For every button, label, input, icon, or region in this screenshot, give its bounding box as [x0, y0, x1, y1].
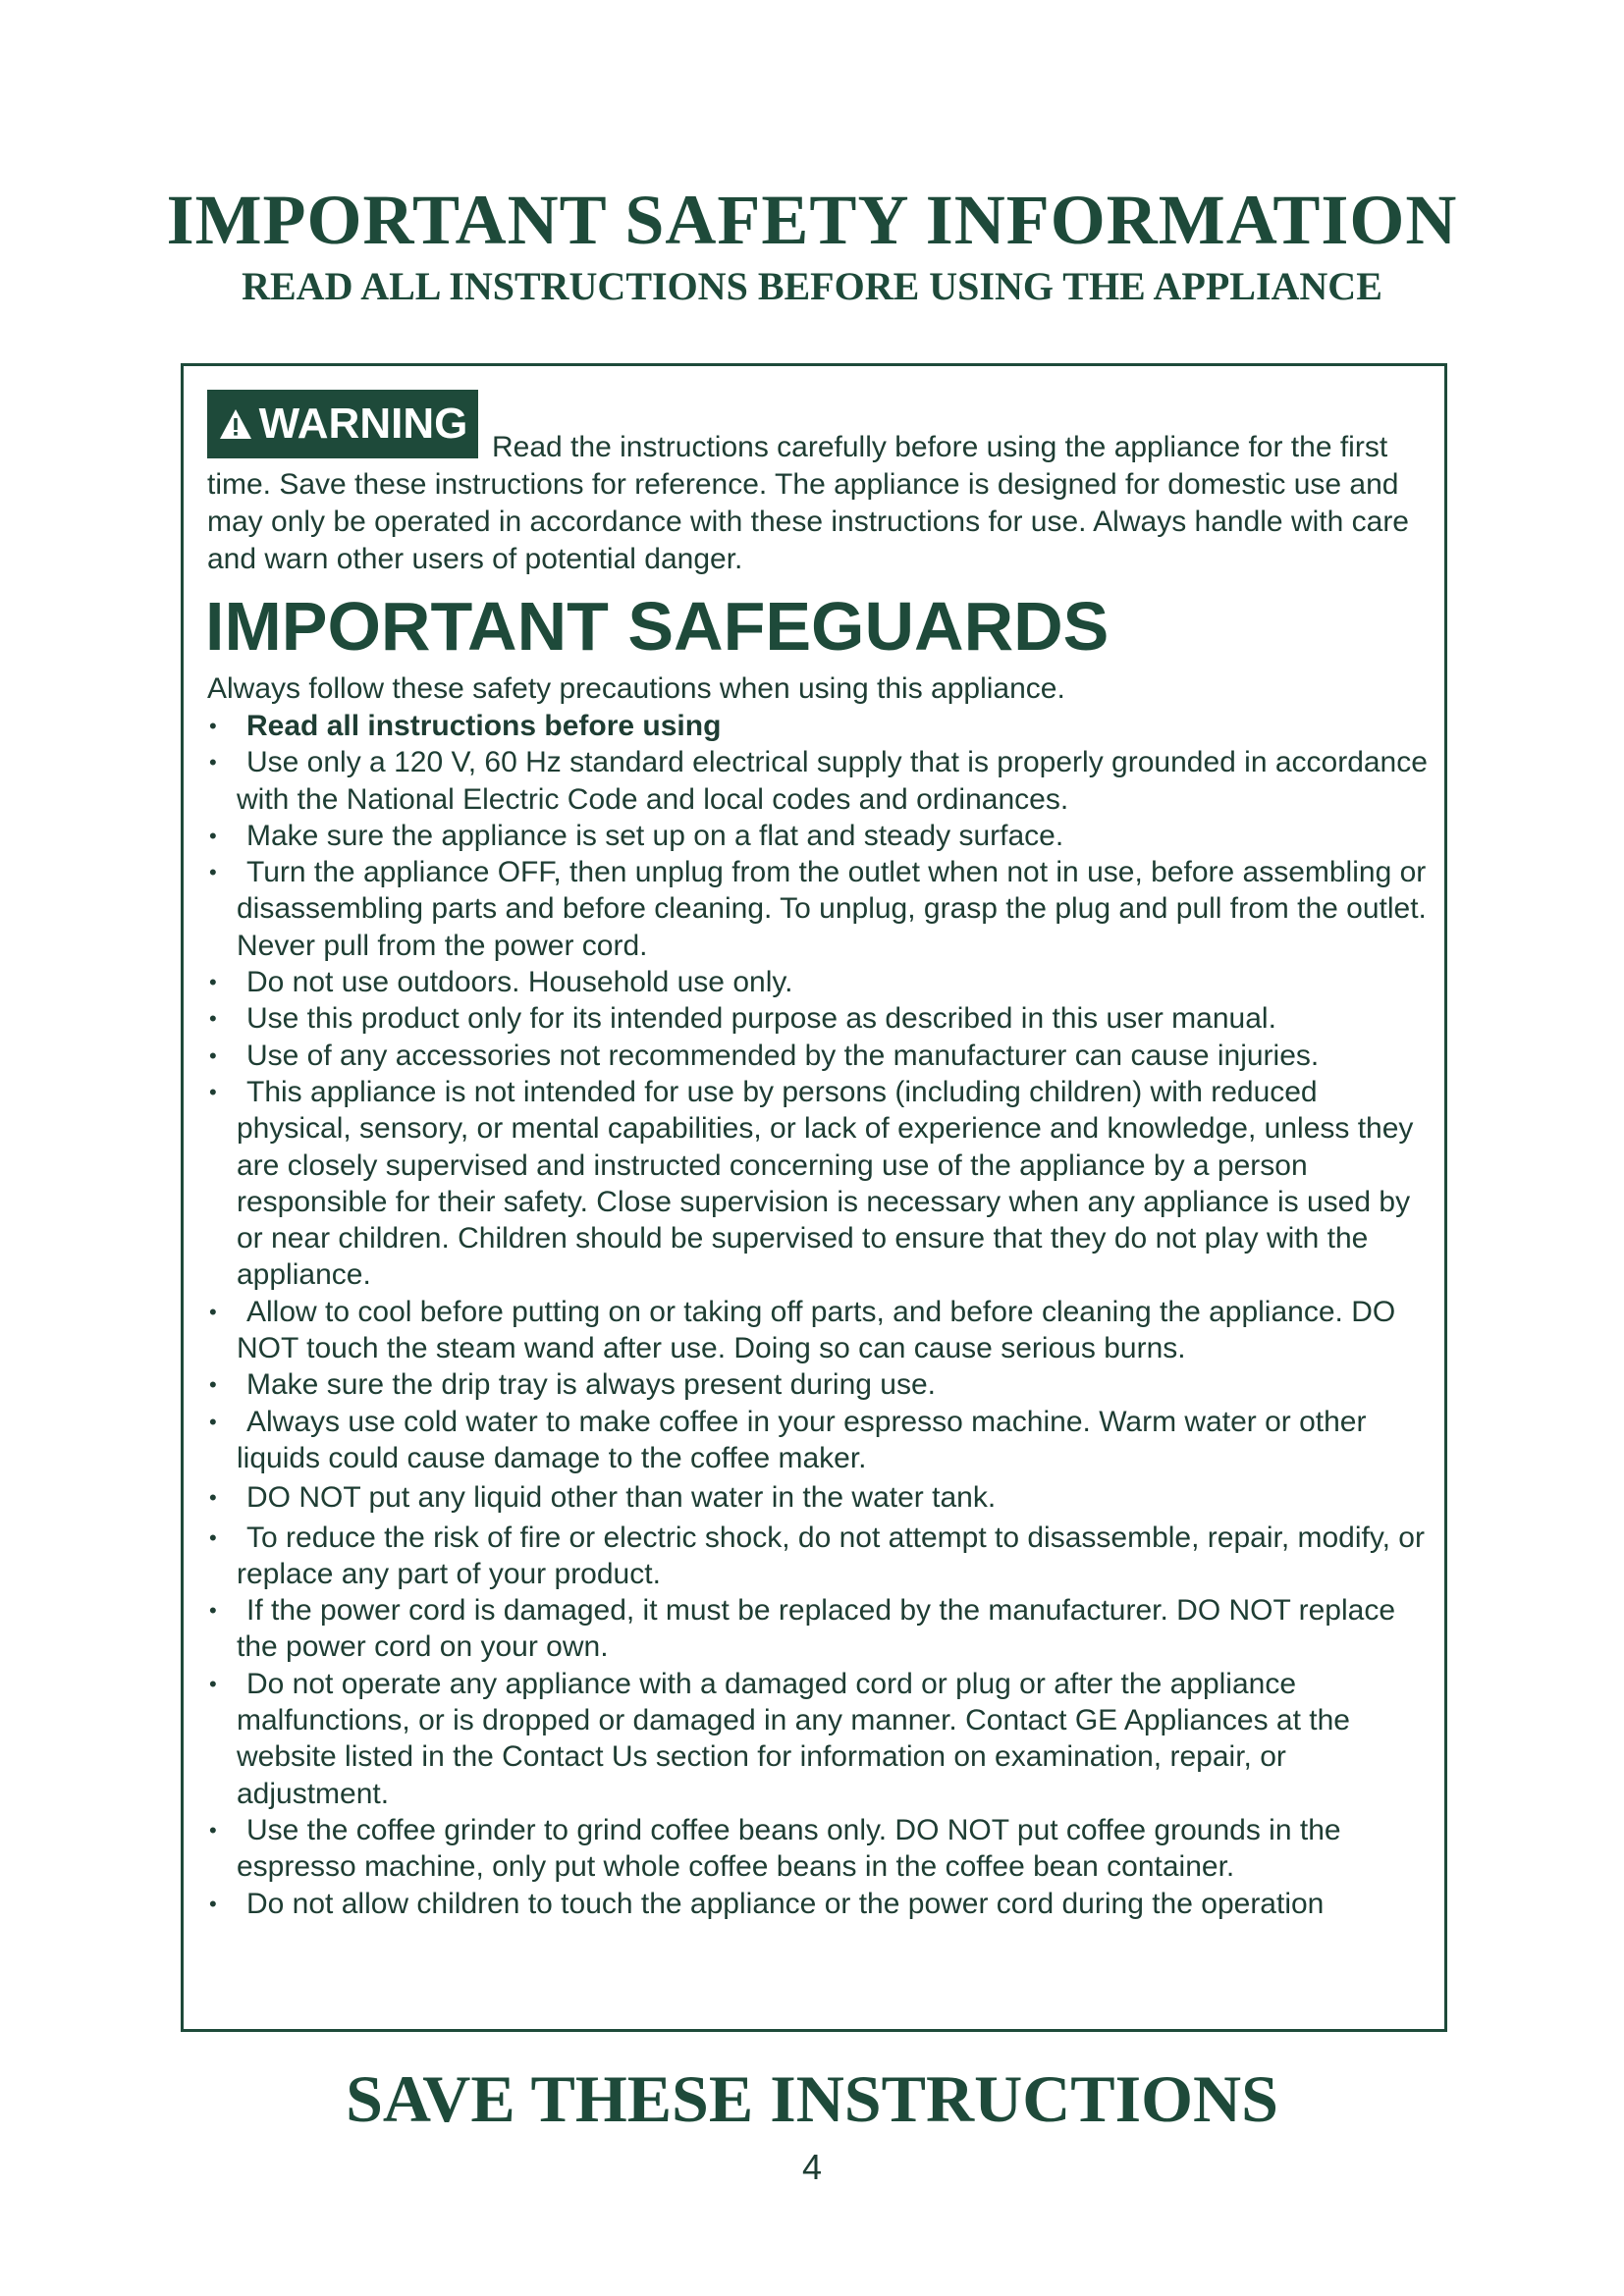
warning-label: WARNING	[258, 400, 468, 448]
list-item: • DO NOT put any liquid other than water in the water tank.	[209, 1481, 997, 1515]
safeguards-title: IMPORTANT SAFEGUARDS	[205, 588, 1110, 665]
safety-box	[181, 363, 1447, 2032]
list-item: • Use this product only for its intended purpose as described in this user manual.	[209, 1002, 1276, 1036]
list-item: • Allow to cool before putting on or taking off parts, and before cleaning the appliance. DO NOT touch the steam wand after use. Doing so can cause serious burns.	[209, 1295, 1396, 1365]
warning-text: Read the instructions carefully before using the appliance for the first time. Save these instructions for reference. The appliance is designed for domestic use and may only be operated in accordance with these instructions for use. Always handle with care and warn other users of potential danger.	[207, 431, 1409, 575]
safeguards-intro: Always follow these safety precautions when using this appliance.	[207, 672, 1065, 705]
list-item: • Read all instructions before using	[209, 710, 722, 742]
list-item: • Use the coffee grinder to grind coffee beans only. DO NOT put coffee grounds in the espresso machine, only put whole coffee beans in the coffee bean container.	[209, 1813, 1341, 1884]
page-subtitle: READ ALL INSTRUCTIONS BEFORE USING THE APPLIANCE	[242, 264, 1382, 308]
save-instructions-footer: SAVE THESE INSTRUCTIONS	[346, 2061, 1278, 2136]
page-title: IMPORTANT SAFETY INFORMATION	[166, 181, 1458, 259]
page-number: 4	[801, 2147, 823, 2187]
list-item: • Always use cold water to make coffee in your espresso machine. Warm water or other liquids could cause damage to the coffee maker.	[209, 1405, 1367, 1474]
list-item: • Do not allow children to touch the appliance or the power cord during the operation	[209, 1887, 1325, 1920]
list-item: • This appliance is not intended for use by persons (including children) with reduced physical, sensory, or mental capabilities, or lack of experience and knowledge, unless they are closely supervised and instructed concerning use of the appliance by a person responsible for their safety. Close supervision is necessary when any appliance is used by or near children. Children should be supervised to ensure that they do not play with the appliance.	[209, 1075, 1414, 1292]
list-item: • Turn the appliance OFF, then unplug from the outlet when not in use, before assembling or disassembling parts and before cleaning. To unplug, grasp the plug and pull from the outlet. Never pull from the power cord.	[209, 856, 1427, 962]
list-item: • If the power cord is damaged, it must be replaced by the manufacturer. DO NOT replace the power cord on your own.	[209, 1594, 1396, 1664]
safeguards-list	[207, 708, 1435, 1922]
list-item: • Use of any accessories not recommended by the manufacturer can cause injuries.	[209, 1039, 1320, 1072]
list-item: • To reduce the risk of fire or electric shock, do not attempt to disassemble, repair, modify, or replace any part of your product.	[209, 1521, 1425, 1590]
list-item: • Do not use outdoors. Household use only.	[209, 966, 793, 999]
list-item: • Make sure the appliance is set up on a flat and steady surface.	[209, 819, 1064, 852]
list-item: • Make sure the drip tray is always present during use.	[209, 1368, 936, 1402]
list-item: • Do not operate any appliance with a damaged cord or plug or after the appliance malfunctions, or is dropped or damaged in any manner. Contact GE Appliances at the website listed in the Contact Us section for information on examination, repair, or adjustment.	[209, 1667, 1350, 1810]
list-item: • Use only a 120 V, 60 Hz standard electrical supply that is properly grounded in accordance with the National Electric Code and local codes and ordinances.	[209, 746, 1428, 816]
